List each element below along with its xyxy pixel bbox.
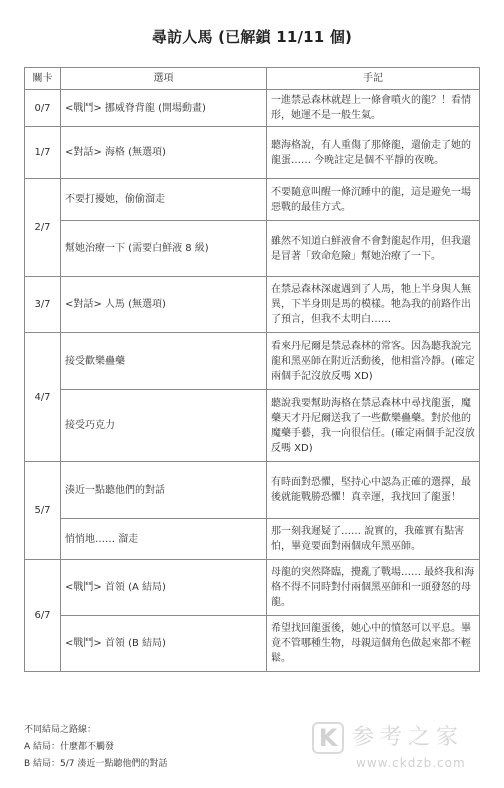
choice-cell: <戰鬥> 首領 (B 結局) bbox=[61, 616, 267, 672]
choice-cell: 不要打擾她，偷偷溜走 bbox=[61, 179, 267, 221]
choice-cell: 幫她治療一下 (需要白鮮液 8 級) bbox=[61, 221, 267, 277]
choice-cell: <戰鬥> 挪威脊背龍 (開場動畫) bbox=[61, 90, 267, 127]
note-cell: 聽海格說，有人重傷了那條龍，還偷走了她的龍蛋…… 今晚註定是個不平靜的夜晚。 bbox=[267, 127, 480, 179]
watermark-url: www.ckdzb.com bbox=[356, 756, 466, 770]
stage-cell: 5/7 bbox=[25, 462, 61, 560]
quest-table bbox=[24, 67, 480, 672]
note-cell: 那一刻我遲疑了…… 說實的，我確實有點害怕，畢竟要面對兩個成年黑巫師。 bbox=[267, 519, 480, 560]
choice-cell: 悄悄地…… 溜走 bbox=[61, 519, 267, 560]
site-watermark bbox=[312, 718, 502, 788]
table-row bbox=[25, 221, 480, 277]
footnote-ending-a: A 結局：什麼都不觸發 bbox=[24, 742, 115, 752]
table-row bbox=[25, 519, 480, 560]
watermark-text: 参考之家 bbox=[352, 725, 465, 750]
note-cell: 一進禁忌森林就趕上一條會噴火的龍？！看情形，她運不是一般生氣。 bbox=[267, 90, 480, 127]
header-stage: 關卡 bbox=[25, 68, 61, 90]
choice-cell: 接受巧克力 bbox=[61, 390, 267, 462]
stage-cell: 6/7 bbox=[25, 560, 61, 672]
table-row bbox=[25, 333, 480, 390]
table-row bbox=[25, 462, 480, 519]
table-header-row bbox=[25, 68, 480, 90]
table-row bbox=[25, 127, 480, 179]
table-row bbox=[25, 90, 480, 127]
stage-cell: 3/7 bbox=[25, 277, 61, 333]
choice-cell: <對話> 海格 (無選項) bbox=[61, 127, 267, 179]
note-cell: 聽說我要幫助海格在禁忌森林中尋找龍蛋，魔藥天才丹尼爾送我了一些歡樂蠱藥。對於他的魔藥手藝，我一向很信任。(確定兩個手記沒放反嗎 XD) bbox=[267, 390, 480, 462]
stage-cell: 0/7 bbox=[25, 90, 61, 127]
table-row bbox=[25, 616, 480, 672]
table-row bbox=[25, 560, 480, 616]
note-cell: 在禁忌森林深處遇到了人馬，牠上半身與人無異，下半身則是馬的模樣。牠為我的前路作出了預言，但我不太明白…… bbox=[267, 277, 480, 333]
header-notes: 手記 bbox=[267, 68, 480, 90]
table-row bbox=[25, 179, 480, 221]
note-cell: 雖然不知道白鮮液會不會對龍起作用，但我還是冒著「致命危險」幫她治療了一下。 bbox=[267, 221, 480, 277]
choice-cell: 接受歡樂蠱藥 bbox=[61, 333, 267, 390]
note-cell: 看來丹尼爾是禁忌森林的常客。因為聽我說完龍和黑巫師在附近活動後，他相當冷靜。(確定兩個手記沒放反嗎 XD) bbox=[267, 333, 480, 390]
footnote-heading: 不同結局之路線： bbox=[24, 725, 97, 735]
header-choice: 選項 bbox=[61, 68, 267, 90]
stage-cell: 2/7 bbox=[25, 179, 61, 277]
choice-cell: <戰鬥> 首領 (A 結局) bbox=[61, 560, 267, 616]
note-cell: 有時面對恐懼，堅持心中認為正確的選擇，最後就能戰勝恐懼！真幸運，我找回了龍蛋！ bbox=[267, 462, 480, 519]
choice-cell: <對話> 人馬 (無選項) bbox=[61, 277, 267, 333]
note-cell: 不要隨意叫醒一條沉睡中的龍，這是避免一場惡戰的最佳方式。 bbox=[267, 179, 480, 221]
note-cell: 希望找回龍蛋後，她心中的憤怒可以平息。畢竟不管哪種生物，母親這個角色做起來都不輕鬆。 bbox=[267, 616, 480, 672]
stage-cell: 1/7 bbox=[25, 127, 61, 179]
stage-cell: 4/7 bbox=[25, 333, 61, 462]
table-row bbox=[25, 390, 480, 462]
ending-routes-note bbox=[24, 722, 167, 773]
choice-cell: 湊近一點聽他們的對話 bbox=[61, 462, 267, 519]
note-cell: 母龍的突然降臨，攪亂了戰場…… 最終我和海格不得不同時對付兩個黑巫師和一頭發怒的母龍。 bbox=[267, 560, 480, 616]
footnote-ending-b: B 結局：5/7 湊近一點聽他們的對話 bbox=[24, 759, 168, 769]
table-row bbox=[25, 277, 480, 333]
page-title: 尋訪人馬 (已解鎖 11/11 個) bbox=[151, 28, 353, 46]
watermark-logo-icon: K bbox=[312, 722, 344, 754]
